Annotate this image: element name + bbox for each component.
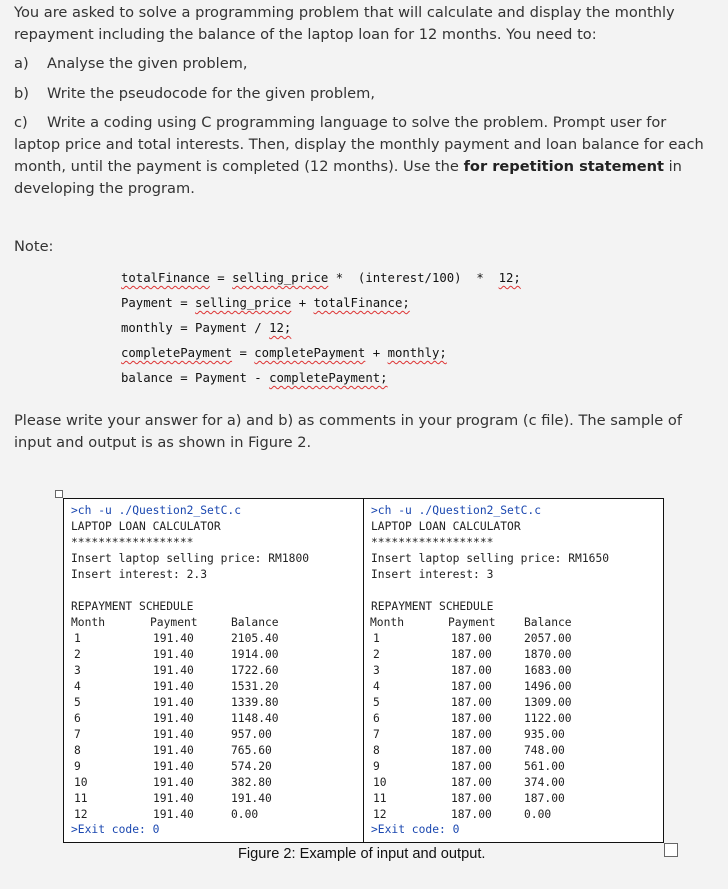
payment-cell: 191.40 xyxy=(153,744,194,757)
payment-cell: 191.40 xyxy=(153,712,194,725)
formula-2: Payment = selling_price + totalFinance; xyxy=(121,296,410,310)
balance-cell: 957.00 xyxy=(231,728,272,741)
interest-prompt: Insert interest: 2.3 xyxy=(71,568,208,581)
table-row xyxy=(364,632,662,648)
header-cell: Month xyxy=(370,616,405,629)
balance-cell: 1870.00 xyxy=(524,648,572,661)
interest-prompt: Insert interest: 3 xyxy=(371,568,494,581)
payment-cell: 187.00 xyxy=(451,760,492,773)
month-cell: 4 xyxy=(74,680,81,693)
table-row xyxy=(364,696,662,712)
task-c-label: c) xyxy=(14,114,28,131)
table-row xyxy=(64,680,362,696)
month-cell: 10 xyxy=(373,776,387,789)
balance-cell: 1683.00 xyxy=(524,664,572,677)
formula-3: monthly = Payment / 12; xyxy=(121,321,292,335)
payment-cell: 191.40 xyxy=(153,792,194,805)
table-row xyxy=(364,744,662,760)
payment-cell: 187.00 xyxy=(451,776,492,789)
balance-cell: 1914.00 xyxy=(231,648,279,661)
schedule-title: REPAYMENT SCHEDULE xyxy=(371,600,494,613)
month-cell: 8 xyxy=(74,744,81,757)
payment-cell: 187.00 xyxy=(451,664,492,677)
month-cell: 6 xyxy=(373,712,380,725)
payment-cell: 187.00 xyxy=(451,808,492,821)
console-title: LAPTOP LOAN CALCULATOR xyxy=(71,520,221,533)
month-cell: 1 xyxy=(74,632,81,645)
task-a-label: a) xyxy=(14,55,29,72)
payment-cell: 187.00 xyxy=(451,744,492,757)
month-cell: 3 xyxy=(74,664,81,677)
table-row xyxy=(64,664,362,680)
console-stars: ****************** xyxy=(71,536,194,549)
table-row xyxy=(64,632,362,648)
table-row xyxy=(64,728,362,744)
formula-2-var: selling_price xyxy=(195,296,292,310)
table-row xyxy=(364,760,662,776)
month-cell: 5 xyxy=(373,696,380,709)
payment-cell: 191.40 xyxy=(153,776,194,789)
console-command: >ch -u ./Question2_SetC.c xyxy=(71,504,242,517)
schedule-header xyxy=(364,616,662,632)
payment-cell: 191.40 xyxy=(153,664,194,677)
table-row xyxy=(364,776,662,792)
month-cell: 7 xyxy=(373,728,380,741)
payment-cell: 187.00 xyxy=(451,632,492,645)
schedule-header xyxy=(64,616,362,632)
task-c-text: Write a coding using C programming language to solve the problem. Prompt user for laptop price and total interests. Then, display the monthly payment and loan balance for each month, until the payment is completed (12 months). Use the xyxy=(14,114,704,175)
balance-cell: 1496.00 xyxy=(524,680,572,693)
price-prompt: Insert laptop selling price: RM1800 xyxy=(71,552,310,565)
balance-cell: 0.00 xyxy=(231,808,259,821)
resize-handle-icon[interactable] xyxy=(55,490,63,498)
month-cell: 1 xyxy=(373,632,380,645)
balance-cell: 1722.60 xyxy=(231,664,279,677)
header-cell: Payment xyxy=(150,616,198,629)
header-cell: Balance xyxy=(231,616,279,629)
month-cell: 8 xyxy=(373,744,380,757)
formula-2-end: totalFinance; xyxy=(313,296,410,310)
task-c xyxy=(14,112,714,200)
balance-cell: 574.20 xyxy=(231,760,272,773)
table-row xyxy=(364,648,662,664)
balance-cell: 2105.40 xyxy=(231,632,279,645)
month-cell: 12 xyxy=(74,808,88,821)
formula-1-lhs: totalFinance xyxy=(121,271,210,285)
formula-5: balance = Payment - completePayment; xyxy=(121,371,388,385)
note-label: Note: xyxy=(14,238,54,255)
schedule-title: REPAYMENT SCHEDULE xyxy=(71,600,194,613)
payment-cell: 187.00 xyxy=(451,648,492,661)
console-stars: ****************** xyxy=(371,536,494,549)
month-cell: 10 xyxy=(74,776,88,789)
month-cell: 4 xyxy=(373,680,380,693)
intro-paragraph: You are asked to solve a programming problem that will calculate and display the monthly repayment including the balance of the laptop loan for 12 months. You need to: xyxy=(14,4,675,43)
formula-4-rest: + xyxy=(365,346,388,360)
month-cell: 9 xyxy=(373,760,380,773)
table-row xyxy=(64,776,362,792)
payment-cell: 187.00 xyxy=(451,712,492,725)
month-cell: 6 xyxy=(74,712,81,725)
resize-handle-icon[interactable] xyxy=(664,843,678,857)
formula-1-rest: * (interest/100) * xyxy=(335,271,499,285)
formula-1: totalFinance = selling_price * (interest/100) * 12; xyxy=(121,271,521,285)
console-title: LAPTOP LOAN CALCULATOR xyxy=(371,520,521,533)
formula-4: completePayment = completePayment + monthly; xyxy=(121,346,447,360)
month-cell: 5 xyxy=(74,696,81,709)
task-c-bold: for repetition statement xyxy=(463,158,664,175)
month-cell: 7 xyxy=(74,728,81,741)
payment-cell: 191.40 xyxy=(153,680,194,693)
month-cell: 11 xyxy=(373,792,387,805)
formula-1-end: 12; xyxy=(498,271,521,285)
table-row xyxy=(64,760,362,776)
payment-cell: 191.40 xyxy=(153,648,194,661)
figure-2 xyxy=(63,498,664,843)
formula-4-lhs: completePayment xyxy=(121,346,233,360)
header-cell: Month xyxy=(71,616,106,629)
payment-cell: 187.00 xyxy=(451,792,492,805)
exit-code: >Exit code: 0 xyxy=(371,823,460,836)
balance-cell: 561.00 xyxy=(524,760,565,773)
balance-cell: 748.00 xyxy=(524,744,565,757)
task-a xyxy=(14,53,248,75)
month-cell: 2 xyxy=(373,648,380,661)
balance-cell: 2057.00 xyxy=(524,632,572,645)
formula-3-end: 12; xyxy=(269,321,292,335)
month-cell: 11 xyxy=(74,792,88,805)
table-row xyxy=(64,648,362,664)
table-row xyxy=(64,712,362,728)
table-row xyxy=(64,808,362,824)
formula-2-rest: + xyxy=(291,296,314,310)
balance-cell: 1309.00 xyxy=(524,696,572,709)
balance-cell: 1148.40 xyxy=(231,712,279,725)
formula-5-rest: - xyxy=(246,371,270,385)
balance-cell: 382.80 xyxy=(231,776,272,789)
table-row xyxy=(364,808,662,824)
balance-cell: 765.60 xyxy=(231,744,272,757)
month-cell: 2 xyxy=(74,648,81,661)
month-cell: 3 xyxy=(373,664,380,677)
table-row xyxy=(364,680,662,696)
task-a-text: Analyse the given problem, xyxy=(47,55,248,72)
header-cell: Payment xyxy=(448,616,496,629)
task-c-text-end: in developing the program. xyxy=(14,158,682,197)
exit-code: >Exit code: 0 xyxy=(71,823,160,836)
balance-cell: 374.00 xyxy=(524,776,565,789)
balance-cell: 935.00 xyxy=(524,728,565,741)
table-row xyxy=(364,792,662,808)
task-b-label: b) xyxy=(14,85,29,102)
payment-cell: 187.00 xyxy=(451,696,492,709)
figure-caption: Figure 2: Example of input and output. xyxy=(238,846,486,862)
table-row xyxy=(64,744,362,760)
payment-cell: 191.40 xyxy=(153,632,194,645)
payment-cell: 191.40 xyxy=(153,696,194,709)
formula-5-lhs: balance xyxy=(121,371,173,385)
payment-cell: 191.40 xyxy=(153,760,194,773)
formula-4-var: completePayment xyxy=(254,346,366,360)
payment-cell: 187.00 xyxy=(451,728,492,741)
payment-cell: 187.00 xyxy=(451,680,492,693)
balance-cell: 187.00 xyxy=(524,792,565,805)
task-b xyxy=(14,83,375,105)
formula-3-var: Payment xyxy=(195,321,247,335)
output-panel-2 xyxy=(364,499,662,842)
price-prompt: Insert laptop selling price: RM1650 xyxy=(371,552,610,565)
header-cell: Balance xyxy=(524,616,572,629)
month-cell: 12 xyxy=(373,808,387,821)
formula-2-lhs: Payment xyxy=(121,296,173,310)
table-row xyxy=(364,664,662,680)
balance-cell: 1531.20 xyxy=(231,680,279,693)
table-row xyxy=(364,728,662,744)
formula-5-var: Payment xyxy=(195,371,247,385)
balance-cell: 1339.80 xyxy=(231,696,279,709)
payment-cell: 191.40 xyxy=(153,808,194,821)
closing-paragraph: Please write your answer for a) and b) as comments in your program (c file). The sample of input and output is as shown in Figure 2. xyxy=(14,412,682,451)
formula-3-rest: / xyxy=(246,321,270,335)
formula-1-var: selling_price xyxy=(232,271,329,285)
task-b-text: Write the pseudocode for the given problem, xyxy=(47,85,376,102)
table-row xyxy=(64,696,362,712)
balance-cell: 0.00 xyxy=(524,808,552,821)
console-command: >ch -u ./Question2_SetC.c xyxy=(371,504,542,517)
formula-5-end: completePayment; xyxy=(269,371,388,385)
balance-cell: 191.40 xyxy=(231,792,272,805)
output-panel-1 xyxy=(64,499,362,842)
month-cell: 9 xyxy=(74,760,81,773)
formula-4-end: monthly; xyxy=(387,346,447,360)
table-row xyxy=(64,792,362,808)
formula-3-lhs: monthly xyxy=(121,321,173,335)
table-row xyxy=(364,712,662,728)
payment-cell: 191.40 xyxy=(153,728,194,741)
balance-cell: 1122.00 xyxy=(524,712,572,725)
